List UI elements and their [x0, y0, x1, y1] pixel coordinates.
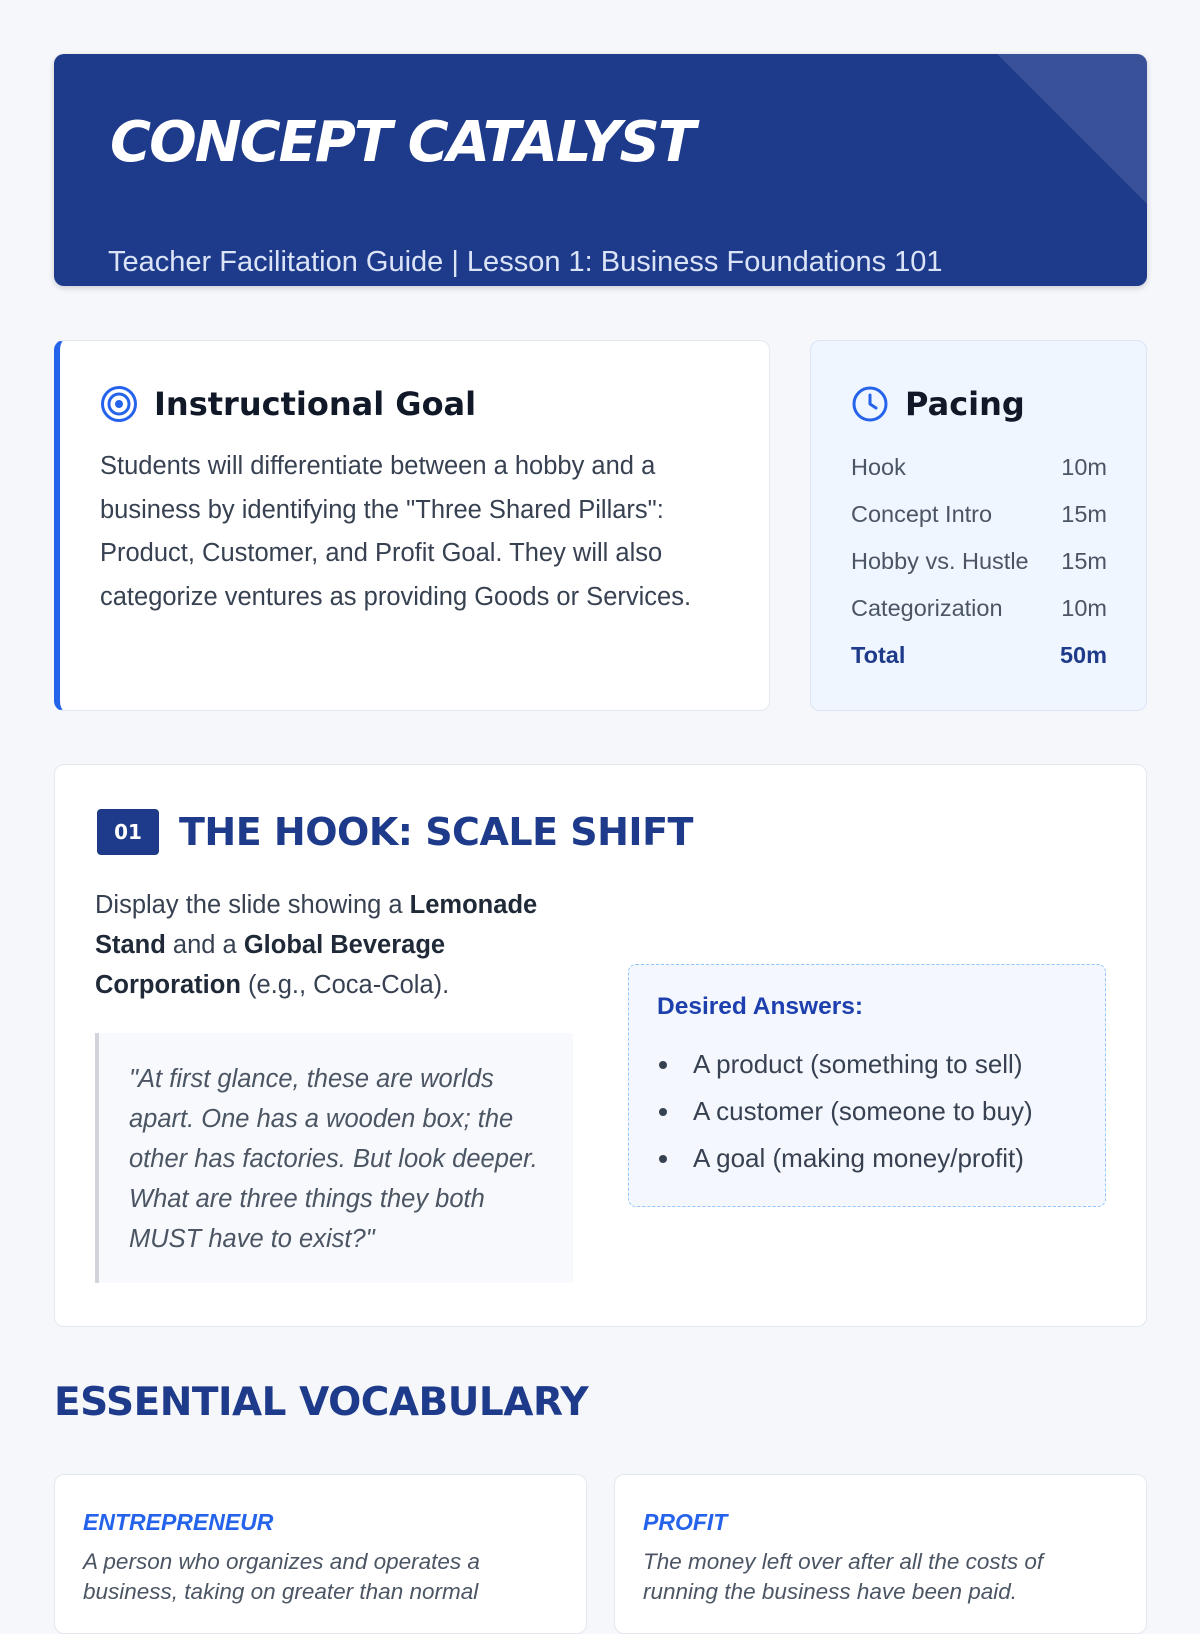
list-item: A product (something to sell) [657, 1041, 1077, 1088]
pacing-card [810, 340, 1147, 711]
hook-instructions [95, 885, 585, 1005]
vocab-card-entrepreneur [54, 1474, 587, 1634]
vocab-definition: A person who organizes and operates a business, taking on greater than normal [83, 1549, 480, 1604]
section-number-badge: 01 [97, 809, 159, 855]
pacing-row-label: Hook [851, 454, 906, 480]
pacing-row-time: 10m [1061, 595, 1107, 621]
goal-title-row [100, 385, 476, 423]
pacing-total-time: 50m [1059, 642, 1107, 668]
desired-answers-box [628, 964, 1106, 1207]
pacing-row-time: 15m [1061, 501, 1107, 527]
vocab-term: ENTREPRENEUR [83, 1509, 274, 1535]
list-item: A customer (someone to buy) [657, 1088, 1077, 1135]
pacing-row-time: 10m [1061, 454, 1107, 480]
pacing-title: Pacing [905, 385, 1025, 423]
instructional-goal-card [54, 340, 770, 711]
pacing-total-label: Total [851, 642, 906, 668]
hook-intro-bold: Lemonade Stand [95, 891, 538, 959]
pacing-row-hook [851, 444, 1107, 491]
goal-title: Instructional Goal [154, 385, 477, 423]
hook-intro-bold: Global Beverage Corporation [95, 931, 446, 999]
hook-section-card [54, 764, 1147, 1327]
vocab-card-profit [614, 1474, 1147, 1634]
hook-intro-text: and a [165, 931, 244, 959]
pacing-row-categorization [851, 585, 1107, 632]
list-item: A goal (making money/profit) [657, 1135, 1077, 1182]
pacing-list [851, 444, 1107, 679]
teacher-script-quote: "At first glance, these are worlds apart. One has a wooden box; the other has factories. But look deeper. What are three things they both MUST have to exist?" [95, 1033, 573, 1283]
pacing-title-row [851, 385, 1025, 423]
clock-icon [851, 385, 889, 423]
vocab-definition: The money left over after all the costs of running the business have been paid. [643, 1549, 1044, 1604]
pacing-row-hobby-vs-hustle [851, 538, 1107, 585]
goal-text: Students will differentiate between a hobby and a business by identifying the "Three Shared Pillars": Product, Customer, and Profit Goal. They will also categorize ventures as providing Goods or Services. [100, 452, 692, 611]
vocab-term: PROFIT [643, 1509, 728, 1535]
pacing-row-time: 15m [1061, 548, 1107, 574]
pacing-row-label: Categorization [851, 595, 1003, 621]
target-icon [100, 385, 138, 423]
vocabulary-heading: ESSENTIAL VOCABULARY [54, 1380, 589, 1425]
pacing-row-label: Hobby vs. Hustle [851, 548, 1029, 574]
hook-intro-text: (e.g., Coca-Cola). [240, 971, 450, 999]
pacing-row-concept-intro [851, 491, 1107, 538]
hook-title-row [97, 809, 693, 855]
page-header [54, 54, 1147, 286]
page-subtitle: Teacher Facilitation Guide | Lesson 1: Business Foundations 101 [108, 246, 943, 278]
pacing-row-total [851, 632, 1107, 679]
hook-title: THE HOOK: SCALE SHIFT [179, 810, 693, 854]
page-title: CONCEPT CATALYST [110, 110, 694, 175]
header-corner-decoration [997, 54, 1147, 204]
desired-answers-list [657, 1041, 1077, 1182]
hook-intro-text: Display the slide showing a [95, 891, 410, 919]
pacing-row-label: Concept Intro [851, 501, 993, 527]
desired-answers-label: Desired Answers: [657, 993, 864, 1020]
